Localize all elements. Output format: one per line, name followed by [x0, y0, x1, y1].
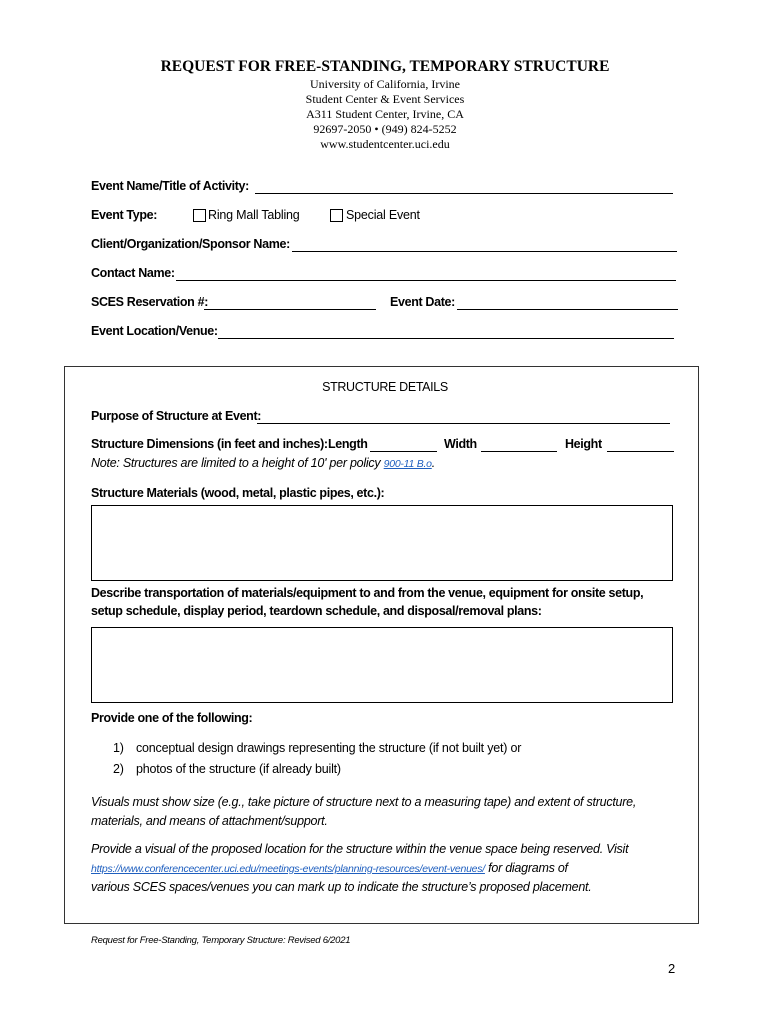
event-location-field[interactable] — [218, 338, 674, 339]
reservation-number-field[interactable] — [204, 309, 376, 310]
provide-item-number: 2) — [113, 762, 124, 776]
provide-item-text: photos of the structure (if already built) — [136, 762, 341, 776]
address-line-zip-phone: 92697-2050 • (949) 824-5252 — [313, 122, 457, 136]
visuals-instructions-line2: materials, and means of attachment/support. — [91, 814, 328, 828]
width-field[interactable] — [481, 451, 557, 452]
reservation-number-label: SCES Reservation #: — [91, 295, 209, 309]
height-policy-note — [91, 456, 435, 470]
materials-label: Structure Materials (wood, metal, plastic pipes, etc.): — [91, 486, 385, 500]
provide-item-number: 1) — [113, 741, 124, 755]
special-event-label: Special Event — [346, 208, 420, 222]
location-visual-line3: various SCES spaces/venues you can mark up to indicate the structure’s proposed placement. — [91, 880, 592, 894]
visuals-instructions-line1: Visuals must show size (e.g., take picture of structure next to a measuring tape) and extent of structure, — [91, 795, 637, 809]
ring-mall-tabling-checkbox[interactable] — [193, 209, 206, 222]
contact-name-label: Contact Name: — [91, 266, 175, 280]
sponsor-name-field[interactable] — [292, 251, 677, 252]
policy-link[interactable]: 900-11 B.o — [383, 458, 432, 470]
address-line-website: www.studentcenter.uci.edu — [320, 137, 450, 151]
event-venues-link[interactable]: https://www.conferencecenter.uci.edu/meetings-events/planning-resources/event-venues/ — [91, 863, 485, 875]
transport-label-line2: setup schedule, display period, teardown schedule, and disposal/removal plans: — [91, 604, 542, 618]
page-number: 2 — [668, 961, 676, 976]
width-label: Width — [444, 437, 477, 451]
event-date-field[interactable] — [457, 309, 678, 310]
note-suffix: . — [431, 456, 435, 470]
transport-label-line1: Describe transportation of materials/equipment to and from the venue, equipment for onsite setup, — [91, 586, 644, 600]
length-label: Length — [328, 437, 368, 451]
event-name-label: Event Name/Title of Activity: — [91, 179, 249, 193]
transport-textbox[interactable] — [91, 627, 673, 703]
length-field[interactable] — [370, 451, 437, 452]
provide-item-text: conceptual design drawings representing the structure (if not built yet) or — [136, 741, 522, 755]
address-line-street: A311 Student Center, Irvine, CA — [306, 107, 464, 121]
contact-name-field[interactable] — [176, 280, 676, 281]
revision-footer: Request for Free-Standing, Temporary Structure: Revised 6/2021 — [91, 935, 351, 946]
structure-details-heading: STRUCTURE DETAILS — [322, 380, 448, 394]
location-visual-link-suffix: for diagrams of — [484, 861, 568, 875]
sponsor-name-label: Client/Organization/Sponsor Name: — [91, 237, 290, 251]
event-name-field[interactable] — [255, 193, 673, 194]
location-visual-line1: Provide a visual of the proposed location for the structure within the venue space being reserved. Visit — [91, 842, 629, 856]
location-visual-line2 — [91, 861, 568, 875]
form-title: REQUEST FOR FREE-STANDING, TEMPORARY STRUCTURE — [160, 58, 610, 75]
address-line-department: Student Center & Event Services — [305, 92, 465, 106]
event-location-label: Event Location/Venue: — [91, 324, 218, 338]
address-line-university: University of California, Irvine — [310, 77, 460, 91]
purpose-field[interactable] — [257, 423, 670, 424]
height-field[interactable] — [607, 451, 674, 452]
height-label: Height — [565, 437, 602, 451]
note-prefix: Note: Structures are limited to a height of 10' per policy — [91, 456, 384, 470]
event-date-label: Event Date: — [390, 295, 455, 309]
materials-textbox[interactable] — [91, 505, 673, 581]
special-event-checkbox[interactable] — [330, 209, 343, 222]
provide-label: Provide one of the following: — [91, 711, 253, 725]
event-type-label: Event Type: — [91, 208, 158, 222]
purpose-label: Purpose of Structure at Event: — [91, 409, 262, 423]
ring-mall-tabling-label: Ring Mall Tabling — [208, 208, 300, 222]
dimensions-label: Structure Dimensions (in feet and inches): — [91, 437, 328, 451]
